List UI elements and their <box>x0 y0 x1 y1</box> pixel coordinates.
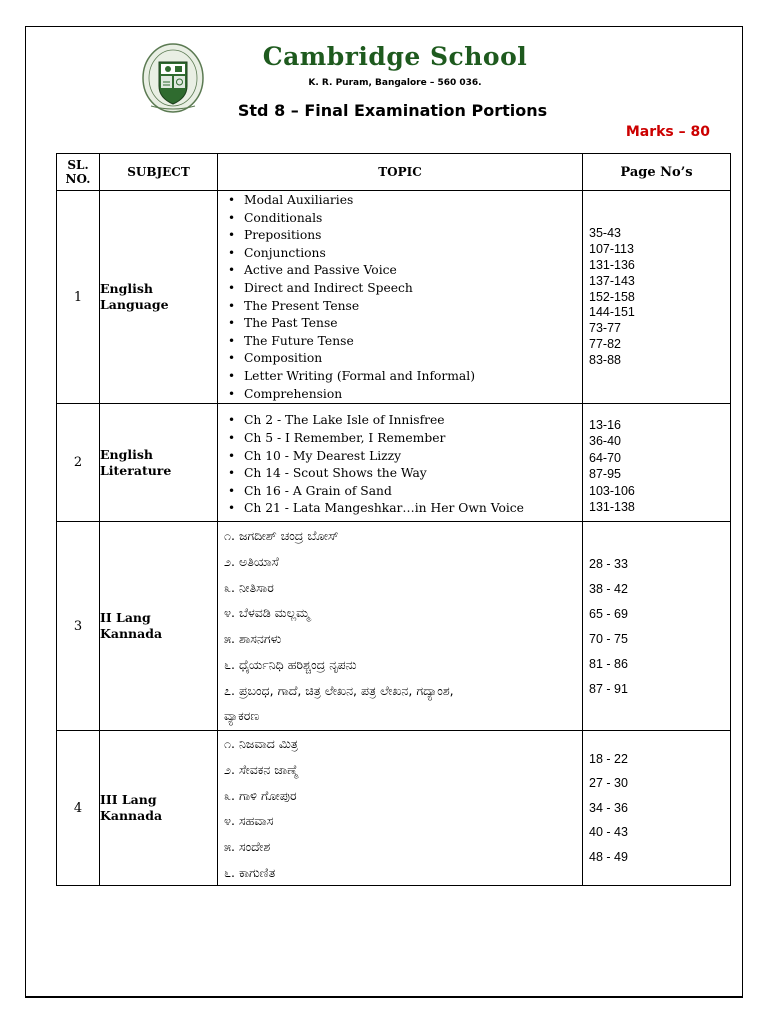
table-row <box>57 191 731 404</box>
topic-item: • Letter Writing (Formal and Informal) <box>244 368 582 386</box>
subject-line: Kannada <box>100 626 163 642</box>
row-topics <box>218 522 583 731</box>
page-range: 35-43 <box>589 226 621 241</box>
topic-item: • The Present Tense <box>244 298 582 316</box>
topic-item: • Active and Passive Voice <box>244 262 582 280</box>
topic-item <box>224 678 582 704</box>
table-row <box>57 522 731 731</box>
table-header-row <box>57 154 731 191</box>
page-range: 137-143 <box>589 273 635 288</box>
page-range: 13-16 <box>589 417 621 432</box>
topic-number: ೪. <box>224 813 235 829</box>
topic-item: • Prepositions <box>244 227 582 245</box>
page-range: 40 - 43 <box>589 825 628 840</box>
page-range: 81 - 86 <box>589 656 628 671</box>
row-topics <box>218 731 583 886</box>
topic-text: ಸಹವಾಸ <box>238 813 274 829</box>
topic-text: ಕಾಗುಣಿತ <box>238 864 276 880</box>
page-list <box>583 747 730 870</box>
row-topics <box>218 191 583 404</box>
page-list <box>583 410 730 516</box>
topic-text: ಪ್ರಬಂಧ, ಗಾದೆ, ಚಿತ್ರ ಲೇಖನ, ಪತ್ರ ಲೇಖನ, ಗದ್ಯಾಂಶ, <box>238 682 454 698</box>
table-row <box>57 731 731 886</box>
page-range: 28 - 33 <box>589 556 628 571</box>
topic-item <box>224 860 582 886</box>
topic-number: ೭. <box>224 682 235 698</box>
topic-number: ೪. <box>224 605 235 621</box>
topic-text: ಸೇವಕನ ಜಾಣ್ಮೆ <box>238 761 298 777</box>
topic-item <box>224 808 582 834</box>
topic-item: • Ch 14 - Scout Shows the Way <box>244 465 582 483</box>
topic-item: • Ch 16 - A Grain of Sand <box>244 483 582 501</box>
topic-item: • Modal Auxiliaries <box>244 192 582 210</box>
page-list <box>583 225 730 368</box>
row-sno: 2 <box>57 404 100 522</box>
page-range: 48 - 49 <box>589 849 628 864</box>
topic-item <box>224 757 582 783</box>
page-range: 131-138 <box>589 500 635 515</box>
topic-item: • Ch 10 - My Dearest Lizzy <box>244 448 582 466</box>
page-range: 103-106 <box>589 483 635 498</box>
topic-item: • Composition <box>244 350 582 368</box>
topic-item: • Ch 21 - Lata Mangeshkar…in Her Own Voice <box>244 500 582 518</box>
header-topic: TOPIC <box>218 154 583 191</box>
topic-item: • Conjunctions <box>244 245 582 263</box>
topic-list <box>218 407 582 518</box>
topic-item: • Conditionals <box>244 210 582 228</box>
topic-number: ೨. <box>224 761 235 777</box>
topic-number: ೨. <box>224 554 235 570</box>
header-sl-no <box>57 154 100 191</box>
topic-number: ೬. <box>224 864 235 880</box>
subject-line: Language <box>100 297 169 313</box>
topic-item <box>224 549 582 575</box>
header-page-numbers: Page No’s <box>583 154 731 191</box>
topic-text: ಬೆಳವಡಿ ಮಲ್ಲಮ್ಮ <box>238 605 310 621</box>
topic-number: ೧. <box>224 528 235 544</box>
row-subject <box>100 404 218 522</box>
topic-text: ಶಾಸನಗಳು <box>238 631 282 647</box>
row-pages <box>583 522 731 731</box>
topic-item <box>224 523 582 549</box>
page-range: 144-151 <box>589 305 635 320</box>
topic-text: ಗಾಳಿ ಗೋಪುರ <box>238 787 297 803</box>
topic-number: ೬. <box>224 656 235 672</box>
topic-text: ಅತಿಯಾಸೆ <box>238 554 279 570</box>
topic-number: ೩. <box>224 579 235 595</box>
topic-text: ಸಂದೇಶ <box>238 838 271 854</box>
page-range: 18 - 22 <box>589 751 628 766</box>
subject-line: Kannada <box>100 808 163 824</box>
row-subject <box>100 731 218 886</box>
page-range: 131-136 <box>589 258 635 273</box>
subject-line: III Lang <box>100 792 157 808</box>
topic-list <box>218 731 582 885</box>
topic-item <box>224 834 582 860</box>
subject-line: Literature <box>100 462 172 478</box>
topic-item: • The Past Tense <box>244 315 582 333</box>
table-row <box>57 404 731 522</box>
page-range: 87-95 <box>589 467 621 482</box>
row-sno: 4 <box>57 731 100 886</box>
row-topics <box>218 404 583 522</box>
page-range: 36-40 <box>589 434 621 449</box>
school-name: Cambridge School <box>262 42 528 71</box>
topic-list <box>218 191 582 403</box>
topic-item <box>224 783 582 809</box>
topic-item <box>224 703 582 729</box>
topic-item: • Direct and Indirect Speech <box>244 280 582 298</box>
topic-list <box>218 523 582 729</box>
school-crest-logo <box>141 42 205 114</box>
subject-line: English <box>100 446 153 462</box>
subject-line: II Lang <box>100 610 151 626</box>
page-range: 65 - 69 <box>589 606 628 621</box>
total-marks: Marks – 80 <box>625 124 710 140</box>
topic-item <box>224 600 582 626</box>
topic-item: • Ch 2 - The Lake Isle of Innisfree <box>244 412 582 430</box>
page-range: 77-82 <box>589 337 621 352</box>
row-sno: 3 <box>57 522 100 731</box>
topic-item: • Comprehension <box>244 386 582 404</box>
row-sno: 1 <box>57 191 100 404</box>
topic-item: • The Future Tense <box>244 333 582 351</box>
page-range: 38 - 42 <box>589 581 628 596</box>
topic-item <box>224 575 582 601</box>
portions-table <box>56 153 731 886</box>
page-range: 73-77 <box>589 321 621 336</box>
page-title: Std 8 – Final Examination Portions <box>237 101 548 120</box>
page-range: 70 - 75 <box>589 631 628 646</box>
topic-number: ೧. <box>224 736 235 752</box>
topic-text: ವ್ಯಾಕರಣ <box>224 708 260 724</box>
topic-item <box>224 652 582 678</box>
row-pages <box>583 404 731 522</box>
row-pages <box>583 731 731 886</box>
row-subject <box>100 522 218 731</box>
topic-number: ೫. <box>224 631 235 647</box>
topic-item: • Ch 5 - I Remember, I Remember <box>244 430 582 448</box>
topic-text: ಜಗದೀಶ್ ಚಂದ್ರ ಬೋಸ್ <box>238 528 339 544</box>
row-subject <box>100 191 218 404</box>
topic-text: ಧೈರ್ಯನಿಧಿ ಹರಿಶ್ಚಂದ್ರ ನೃಪನು <box>238 656 357 672</box>
subject-line: English <box>100 281 153 297</box>
header-sl-line1: SL. <box>67 158 89 172</box>
header-subject: SUBJECT <box>100 154 218 191</box>
page-range: 152-158 <box>589 289 635 304</box>
topic-text: ನೀತಿಸಾರ <box>238 579 274 595</box>
topic-item <box>224 626 582 652</box>
page-range: 107-113 <box>589 242 634 257</box>
topic-item <box>224 731 582 757</box>
topic-text: ನಿಜವಾದ ಮಿತ್ರ <box>238 736 298 752</box>
page-range: 34 - 36 <box>589 800 628 815</box>
topic-number: ೫. <box>224 838 235 854</box>
page-range: 87 - 91 <box>589 681 628 696</box>
topic-number: ೩. <box>224 787 235 803</box>
page-range: 83-88 <box>589 352 621 367</box>
page-range: 64-70 <box>589 450 621 465</box>
row-pages <box>583 191 731 404</box>
header-sl-line2: NO. <box>65 172 91 186</box>
page-range: 27 - 30 <box>589 776 628 791</box>
school-address: K. R. Puram, Bangalore – 560 036. <box>308 78 482 88</box>
page-list <box>583 551 730 702</box>
